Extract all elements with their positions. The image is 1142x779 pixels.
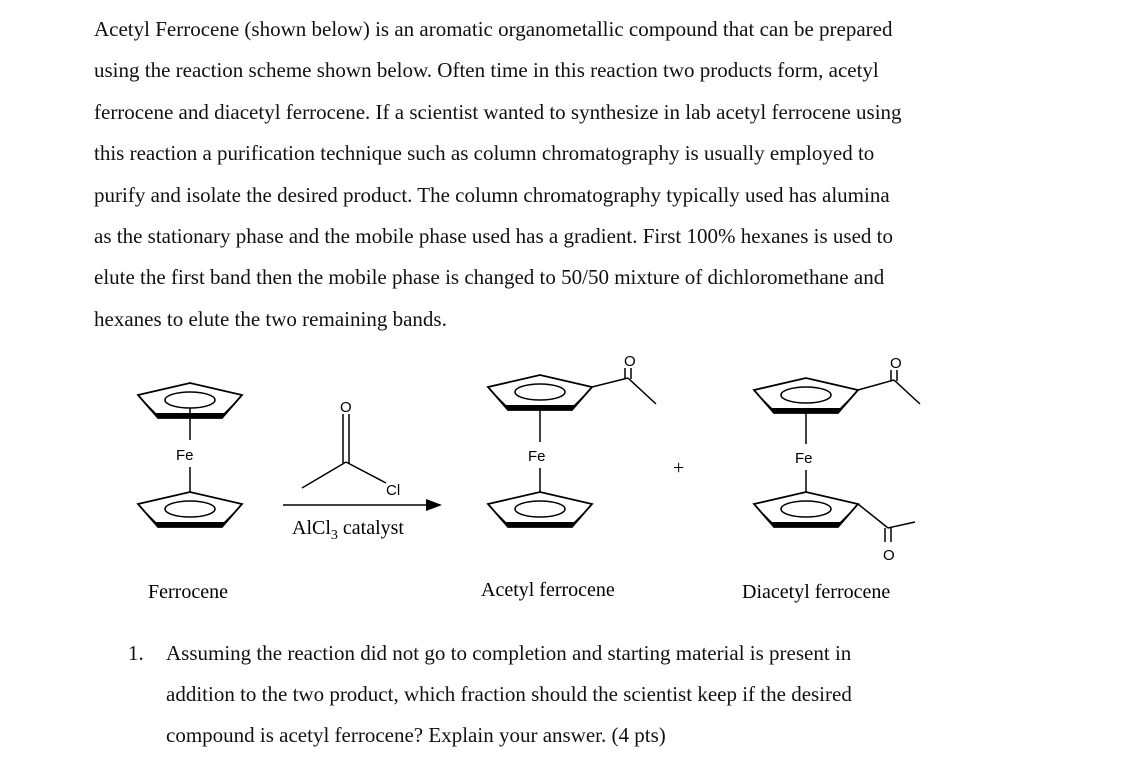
iron-label: Fe (176, 447, 194, 464)
catalyst-label: AlCl$_3$ catalyst (292, 517, 404, 543)
paragraph-line: elute the first band then the mobile phase is changed to 50/50 mixture of dichloromethane and (94, 265, 885, 290)
diacetyl-ferrocene-structure (754, 355, 920, 564)
paragraph-line: using the reaction scheme shown below. Often time in this reaction two products form, acetyl (94, 58, 879, 83)
question-line: Assuming the reaction did not go to completion and starting material is present in (166, 641, 852, 665)
iron-label: Fe (795, 450, 813, 467)
chlorine-label: Cl (386, 482, 401, 499)
acetyl-ferrocene-caption: Acetyl ferrocene (481, 579, 615, 601)
diacetyl-ferrocene-caption: Diacetyl ferrocene (742, 581, 891, 603)
iron-label: Fe (528, 448, 546, 465)
oxygen-label: O (624, 353, 636, 370)
oxygen-label: O (890, 355, 902, 372)
plus-sign: + (673, 457, 685, 479)
intro-paragraph (94, 9, 1054, 340)
paragraph-line: Acetyl Ferrocene (shown below) is an aromatic organometallic compound that can be prepared (94, 17, 893, 41)
question-line: compound is acetyl ferrocene? Explain your answer. (4 pts) (166, 723, 666, 747)
paragraph-line: this reaction a purification technique such as column chromatography is usually employed to (94, 141, 875, 166)
reaction-scheme (0, 340, 1142, 620)
oxygen-label: O (883, 547, 895, 564)
oxygen-label: O (340, 399, 352, 416)
paragraph-line: purify and isolate the desired product. The column chromatography typically used has alumina (94, 182, 890, 207)
ferrocene-structure (138, 383, 242, 527)
question-number: 1. (128, 641, 144, 665)
paragraph-line: as the stationary phase and the mobile phase used has a gradient. First 100% hexanes is used to (94, 224, 893, 249)
ferrocene-caption: Ferrocene (148, 581, 228, 603)
acetyl-chloride-structure (302, 399, 400, 499)
paragraph-line: ferrocene and diacetyl ferrocene. If a scientist wanted to synthesize in lab acetyl ferrocene using (94, 99, 902, 124)
acetyl-ferrocene-structure (488, 353, 656, 527)
paragraph-line: hexanes to elute the two remaining bands. (94, 306, 447, 331)
question-1 (128, 633, 1028, 756)
reaction-arrow (283, 499, 442, 511)
question-line: addition to the two product, which fraction should the scientist keep if the desired (166, 682, 852, 706)
